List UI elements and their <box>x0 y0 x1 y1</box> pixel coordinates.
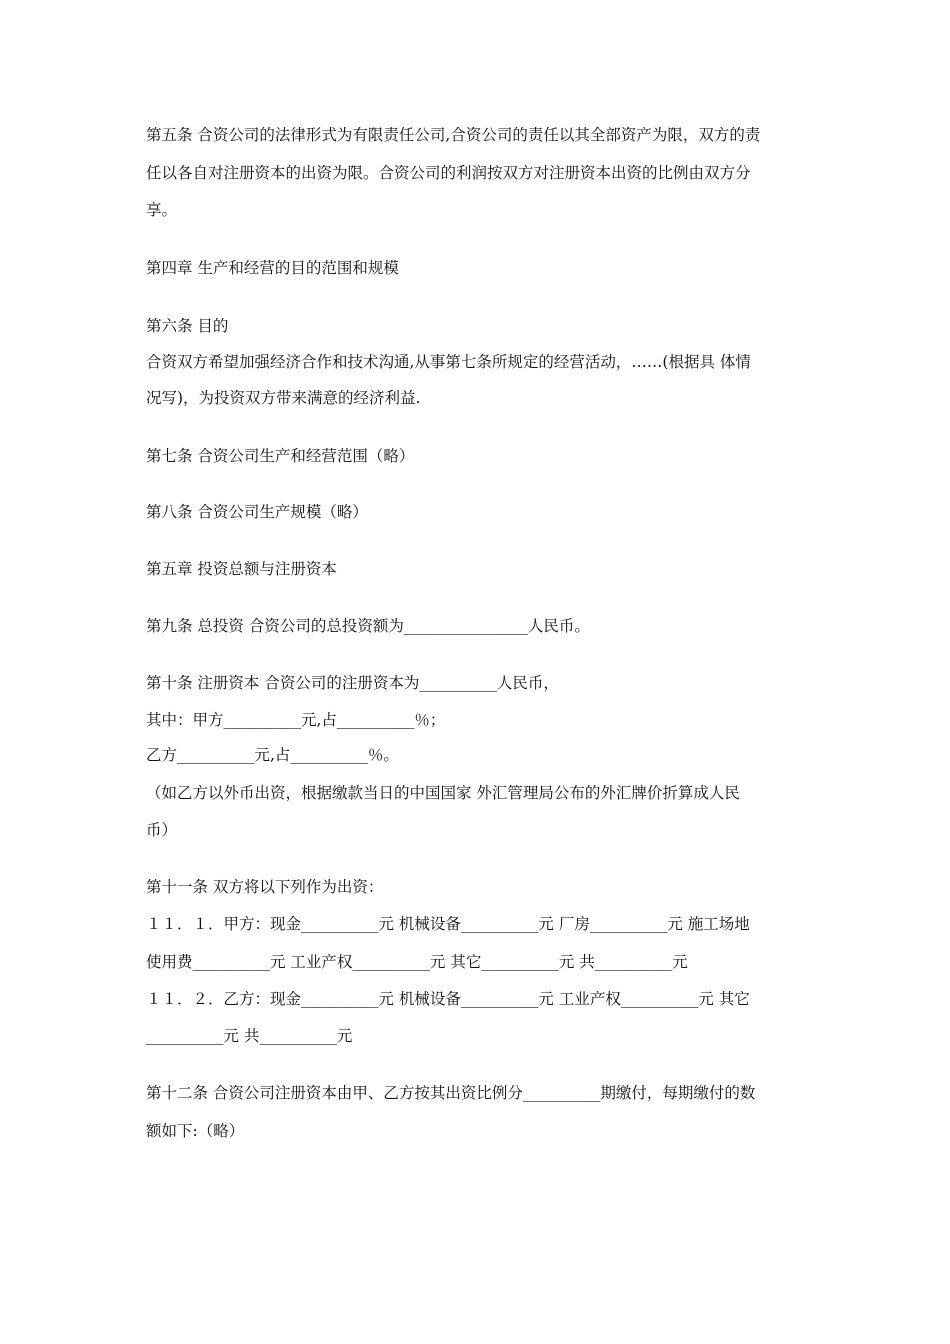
article-7: 第七条 合资公司生产和经营范围（略） <box>146 447 415 465</box>
article-12-line-2: 额如下:（略） <box>146 1122 245 1140</box>
article-6-heading: 第六条 目的 <box>146 317 229 335</box>
article-11-2-line-2: __________元 共__________元 <box>146 1027 353 1045</box>
article-10-note-line-1: （如乙方以外币出资，根据缴款当日的中国国家 外汇管理局公布的外汇牌价折算成人民 <box>146 784 740 802</box>
article-6-line-1: 合资双方希望加强经济合作和技术沟通,从事第七条所规定的经营活动，……(根据具 体情 <box>146 353 751 371</box>
article-6-line-2: 况写)，为投资双方带来满意的经济利益. <box>146 389 421 407</box>
article-11-1-line-1: １１．１．甲方：现金__________元 机械设备__________元 厂房__________元 施工场地 <box>146 915 750 933</box>
article-5-line-1: 第五条 合资公司的法律形式为有限责任公司,合资公司的责任以其全部资产为限，双方的责 <box>146 126 761 144</box>
article-10-note-line-2: 币） <box>146 821 178 839</box>
chapter-5-heading: 第五章 投资总额与注册资本 <box>146 560 337 578</box>
article-5-line-2: 任以各自对注册资本的出资为限。合资公司的利润按双方对注册资本出资的比例由双方分 <box>146 164 751 182</box>
article-10-line-1: 第十条 注册资本 合资公司的注册资本为__________人民币， <box>146 674 559 692</box>
article-8: 第八条 合资公司生产规模（略） <box>146 503 368 521</box>
chapter-4-heading: 第四章 生产和经营的目的范围和规模 <box>146 259 399 277</box>
article-11-heading: 第十一条 双方将以下列作为出资： <box>146 878 384 896</box>
article-11-2-line-1: １１．２．乙方：现金__________元 机械设备__________元 工业产权__________元 其它 <box>146 990 750 1008</box>
article-9: 第九条 总投资 合资公司的总投资额为________________人民币。 <box>146 617 590 635</box>
article-5-line-3: 享。 <box>146 201 178 219</box>
article-10-party-b: 乙方__________元,占__________％。 <box>146 746 399 764</box>
article-10-party-a: 其中：甲方__________元,占__________％； <box>146 711 446 729</box>
article-11-1-line-2: 使用费__________元 工业产权__________元 其它__________元 共__________元 <box>146 953 688 971</box>
article-12-line-1: 第十二条 合资公司注册资本由甲、乙方按其出资比例分__________期缴付，每期缴付的数 <box>146 1084 756 1102</box>
